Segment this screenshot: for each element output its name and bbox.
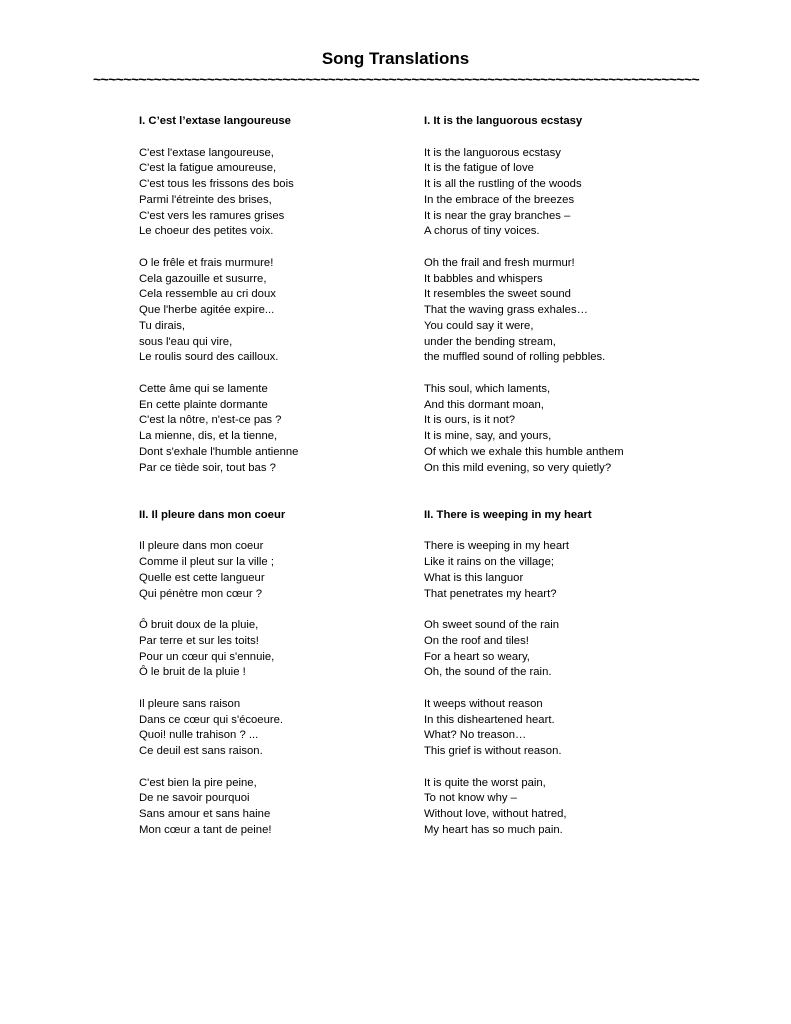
- poem-line: C'est bien la pire peine,: [139, 776, 257, 789]
- poem-line: For a heart so weary,: [424, 650, 530, 663]
- poem-line: It is the languorous ecstasy: [424, 146, 561, 159]
- poem-line: On the roof and tiles!: [424, 634, 529, 647]
- stanza: [424, 382, 724, 477]
- poem-line: It is all the rustling of the woods: [424, 178, 582, 190]
- poem-line: Oh, the sound of the rain.: [424, 666, 552, 679]
- poem-line: It is mine, say, and yours,: [424, 430, 552, 442]
- stanza: [139, 776, 409, 839]
- poem-line: C'est l'extase langoureuse,: [139, 146, 274, 159]
- poem-line: What? No treason…: [424, 729, 527, 742]
- english-translation-column: [424, 114, 724, 839]
- poem-line: In this disheartened heart.: [424, 713, 555, 726]
- poem-line: On this mild evening, so very quietly?: [424, 461, 612, 474]
- poem-line: Ô le bruit de la pluie !: [139, 666, 246, 679]
- poem-line: Sans amour et sans haine: [139, 808, 271, 820]
- tilde-divider: ~~~~~~~~~~~~~~~~~~~~~~~~~~~~~~~~~~~~~~~~~~~~~~~~~~~~~~~~~~~~~~~~~~~~~~~~~~~~~~~~: [92, 71, 700, 87]
- poem-line: Parmi l'étreinte des brises,: [139, 193, 272, 206]
- poem-line: sous l'eau qui vire,: [139, 335, 233, 348]
- poem-line: That penetrates my heart?: [424, 587, 557, 600]
- poem-line: Ô bruit doux de la pluie,: [139, 619, 259, 631]
- song-heading: I. It is the languorous ecstasy: [424, 115, 583, 127]
- stanza: [424, 776, 724, 839]
- poem-line: C'est tous les frissons des bois: [139, 178, 294, 190]
- poem-line: There is weeping in my heart: [424, 540, 570, 553]
- stanza: [139, 146, 409, 241]
- poem-line: Quoi! nulle trahison ? ...: [139, 729, 259, 742]
- poem-line: To not know why –: [424, 792, 517, 805]
- poem-line: You could say it were,: [424, 319, 534, 332]
- poem-line: Cette âme qui se lamente: [139, 382, 268, 395]
- song-block: [139, 508, 409, 839]
- poem-line: Il pleure sans raison: [139, 697, 241, 710]
- poem-line: C'est la nôtre, n'est-ce pas ?: [139, 414, 282, 427]
- poem-line: It is near the gray branches –: [424, 209, 571, 222]
- poem-line: Of which we exhale this humble anthem: [424, 445, 624, 458]
- poem-line: Il pleure dans mon coeur: [139, 540, 264, 553]
- song-heading: I. C’est l’extase langoureuse: [139, 115, 291, 127]
- poem-line: It is ours, is it not?: [424, 414, 516, 427]
- poem-line: Quelle est cette langueur: [139, 571, 265, 584]
- song-block: [424, 508, 724, 839]
- stanza: [139, 697, 409, 760]
- poem-line: Ce deuil est sans raison.: [139, 745, 263, 757]
- poem-line: Qui pénètre mon cœur ?: [139, 587, 263, 600]
- poem-line: It babbles and whispers: [424, 272, 543, 285]
- poem-line: It is the fatigue of love: [424, 162, 534, 175]
- poem-line: under the bending stream,: [424, 335, 556, 348]
- poem-line: Oh the frail and fresh murmur!: [424, 256, 575, 269]
- poem-line: Mon cœur a tant de peine!: [139, 823, 272, 836]
- stanza: [424, 256, 724, 366]
- poem-line: What is this languor: [424, 571, 524, 584]
- poem-line: Dont s'exhale l'humble antienne: [139, 445, 299, 458]
- poem-line: De ne savoir pourquoi: [139, 792, 250, 805]
- poem-line: C'est vers les ramures grises: [139, 209, 285, 222]
- song-heading: II. There is weeping in my heart: [424, 508, 592, 521]
- song-heading: II. Il pleure dans mon coeur: [139, 508, 286, 521]
- poem-line: Pour un cœur qui s'ennuie,: [139, 650, 275, 663]
- stanza: [424, 146, 724, 241]
- page-title: Song Translations: [321, 49, 470, 68]
- original-french-column: [139, 114, 409, 839]
- poem-line: Le choeur des petites voix.: [139, 225, 274, 238]
- poem-line: Cela gazouille et susurre,: [139, 272, 267, 285]
- poem-line: Dans ce cœur qui s'écoeure.: [139, 713, 284, 726]
- poem-line: That the waving grass exhales…: [424, 304, 588, 316]
- stanza: [424, 697, 724, 760]
- poem-line: This soul, which laments,: [424, 382, 551, 395]
- stanza: [424, 618, 724, 681]
- stanza: [139, 618, 409, 681]
- poem-line: the muffled sound of rolling pebbles.: [424, 351, 606, 364]
- poem-line: Comme il pleut sur la ville ;: [139, 556, 274, 568]
- poem-line: Le roulis sourd des cailloux.: [139, 351, 279, 364]
- poem-line: Like it rains on the village;: [424, 556, 554, 568]
- poem-line: En cette plainte dormante: [139, 398, 268, 411]
- song-block: [424, 114, 724, 476]
- poem-line: My heart has so much pain.: [424, 823, 563, 836]
- poem-line: Oh sweet sound of the rain: [424, 619, 560, 631]
- poem-line: Par ce tiède soir, tout bas ?: [139, 461, 276, 474]
- poem-line: Par terre et sur les toits!: [139, 634, 259, 647]
- poem-line: La mienne, dis, et la tienne,: [139, 430, 278, 442]
- stanza: [139, 539, 409, 602]
- poem-line: C'est la fatigue amoureuse,: [139, 162, 277, 175]
- poem-line: Cela ressemble au cri doux: [139, 288, 276, 301]
- poem-line: Without love, without hatred,: [424, 808, 567, 820]
- song-block: [139, 114, 409, 476]
- poem-line: O le frêle et frais murmure!: [139, 256, 274, 269]
- poem-line: It weeps without reason: [424, 697, 543, 710]
- poem-line: Que l'herbe agitée expire...: [139, 304, 275, 316]
- poem-line: This grief is without reason.: [424, 745, 562, 757]
- poem-line: Tu dirais,: [139, 319, 186, 332]
- poem-line: It is quite the worst pain,: [424, 776, 546, 789]
- stanza: [424, 539, 724, 602]
- poem-line: It resembles the sweet sound: [424, 288, 571, 301]
- poem-line: And this dormant moan,: [424, 398, 544, 411]
- poem-line: In the embrace of the breezes: [424, 193, 575, 206]
- stanza: [139, 256, 409, 366]
- poem-line: A chorus of tiny voices.: [424, 225, 540, 238]
- stanza: [139, 382, 409, 477]
